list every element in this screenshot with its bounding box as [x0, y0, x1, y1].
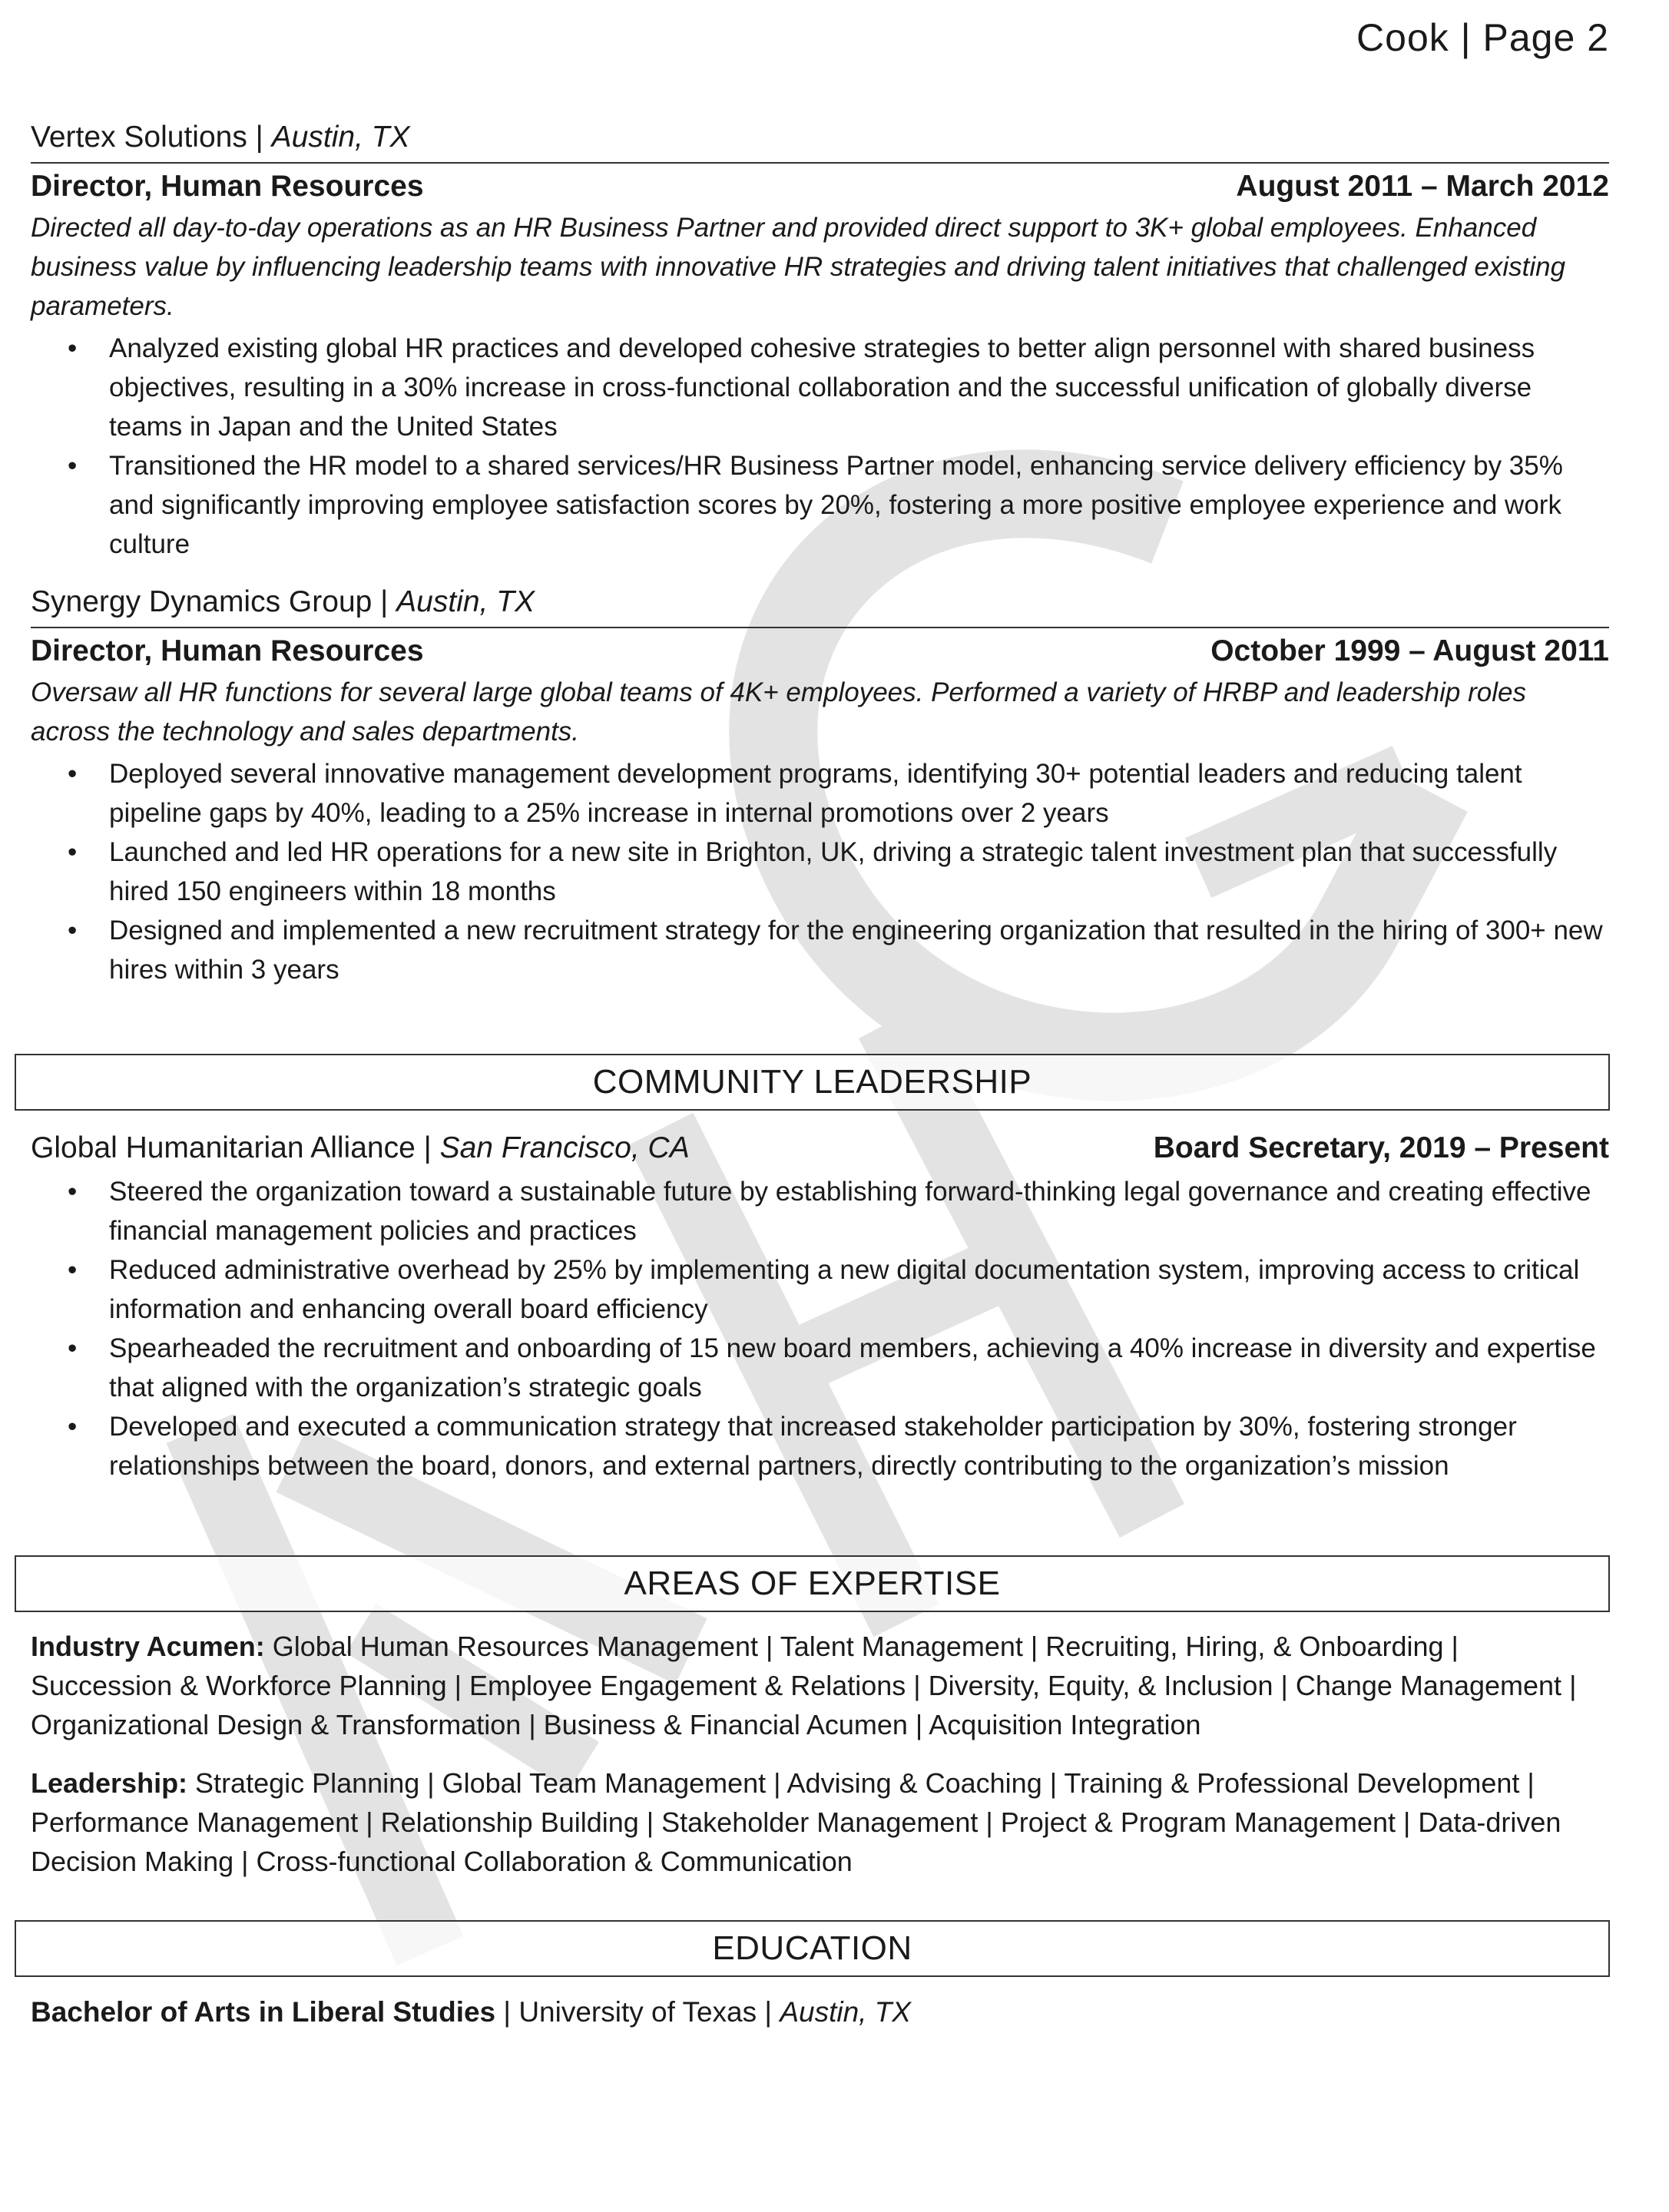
list-item: • Steered the organization toward a sustainable future by establishing forward-thinking legal governance and creating effective financial management policies and practices — [31, 1172, 1609, 1250]
company-location: Austin, TX — [271, 121, 410, 154]
job-title: Director, Human Resources — [31, 634, 424, 667]
list-item: • Spearheaded the recruitment and onboarding of 15 new board members, achieving a 40% increase in diversity and expertise that aligned with the organization’s strategic goals — [31, 1329, 1609, 1407]
industry-acumen — [31, 1627, 1598, 1744]
job-dates: August 2011 – March 2012 — [1236, 170, 1609, 203]
degree: Bachelor of Arts in Liberal Studies — [31, 1996, 496, 2028]
achievement-list — [31, 329, 1609, 564]
list-item: • Developed and executed a communication strategy that increased stakeholder participation by 30%, fostering stronger relationships between the board, donors, and external partners, directly contributing to the organization’s mission — [31, 1407, 1609, 1485]
industry-text: Global Human Resources Management | Talent Management | Recruiting, Hiring, & Onboarding | Succession & Workforce Planning | Employee Engagement & Relations | Diversity, Equity, & Inclusion | Change Management | Organizational Design & Transformation | Business & Financial Acumen | Acquisition Integration — [31, 1631, 1577, 1740]
community-entry — [31, 1129, 1609, 1485]
board-position: Board Secretary, 2019 – Present — [1153, 1131, 1609, 1164]
education-entry: Bachelor of Arts in Liberal Studies | University of Texas | Austin, TX — [31, 1996, 911, 2028]
org-line: Global Humanitarian Alliance | San Francisco, CA — [31, 1131, 690, 1164]
leadership-label: Leadership: — [31, 1767, 188, 1799]
org-name: Global Humanitarian Alliance — [31, 1131, 416, 1164]
company-location: Austin, TX — [396, 585, 535, 618]
job-dates: October 1999 – August 2011 — [1210, 634, 1609, 667]
school: University of Texas — [518, 1996, 757, 2028]
company-name: Vertex Solutions — [31, 121, 247, 154]
section-heading-community: COMMUNITY LEADERSHIP — [15, 1054, 1610, 1111]
page-header: Cook | Page 2 — [1356, 16, 1609, 59]
board-row — [31, 1129, 1609, 1167]
section-heading-expertise: AREAS OF EXPERTISE — [15, 1555, 1610, 1612]
org-location: San Francisco, CA — [439, 1131, 690, 1164]
leadership-text: Strategic Planning | Global Team Management | Advising & Coaching | Training & Professional Development | Performance Management | Relationship Building | Stakeholder Management | Project & Program Management | Data-driven Decision Making | Cross-functional Collaboration & Communication — [31, 1767, 1561, 1877]
company-line: Synergy Dynamics Group | Austin, TX — [31, 585, 535, 618]
divider — [31, 162, 1609, 164]
section-heading-education: EDUCATION — [15, 1920, 1610, 1977]
achievement-list — [31, 1172, 1609, 1485]
leadership-skills — [31, 1763, 1598, 1881]
list-item: • Launched and led HR operations for a new site in Brighton, UK, driving a strategic talent investment plan that successfully hired 150 engineers within 18 months — [31, 833, 1609, 911]
list-item: • Designed and implemented a new recruitment strategy for the engineering organization that resulted in the hiring of 300+ new hires within 3 years — [31, 911, 1609, 989]
industry-label: Industry Acumen: — [31, 1631, 265, 1662]
job-summary: Oversaw all HR functions for several large global teams of 4K+ employees. Performed a variety of HRBP and leadership roles across the technology and sales departments. — [31, 677, 1526, 747]
company-line: Vertex Solutions | Austin, TX — [31, 121, 410, 154]
job-summary: Directed all day-to-day operations as an HR Business Partner and provided direct support to 3K+ global employees. Enhanced business value by influencing leadership teams with innovative HR strategies and driving talent initiatives that challenged existing parameters. — [31, 213, 1566, 321]
company-name: Synergy Dynamics Group — [31, 585, 373, 618]
job-entry — [31, 584, 1609, 989]
role-row — [31, 167, 1609, 207]
achievement-list — [31, 754, 1609, 989]
role-row — [31, 631, 1609, 671]
list-item: • Deployed several innovative management development programs, identifying 30+ potential leaders and reducing talent pipeline gaps by 40%, leading to a 25% increase in internal promotions over 2 years — [31, 754, 1609, 833]
list-item: • Transitioned the HR model to a shared services/HR Business Partner model, enhancing service delivery efficiency by 35% and significantly improving employee satisfaction scores by 20%, fostering a more positive employee experience and work culture — [31, 446, 1609, 564]
divider — [31, 627, 1609, 628]
school-location: Austin, TX — [780, 1996, 911, 2028]
list-item: • Reduced administrative overhead by 25% by implementing a new digital documentation system, improving access to critical information and enhancing overall board efficiency — [31, 1250, 1609, 1329]
job-title: Director, Human Resources — [31, 170, 424, 203]
job-entry — [31, 119, 1609, 564]
list-item: • Analyzed existing global HR practices and developed cohesive strategies to better align personnel with shared business objectives, resulting in a 30% increase in cross-functional collaboration and the successful unification of globally diverse teams in Japan and the United States — [31, 329, 1609, 446]
